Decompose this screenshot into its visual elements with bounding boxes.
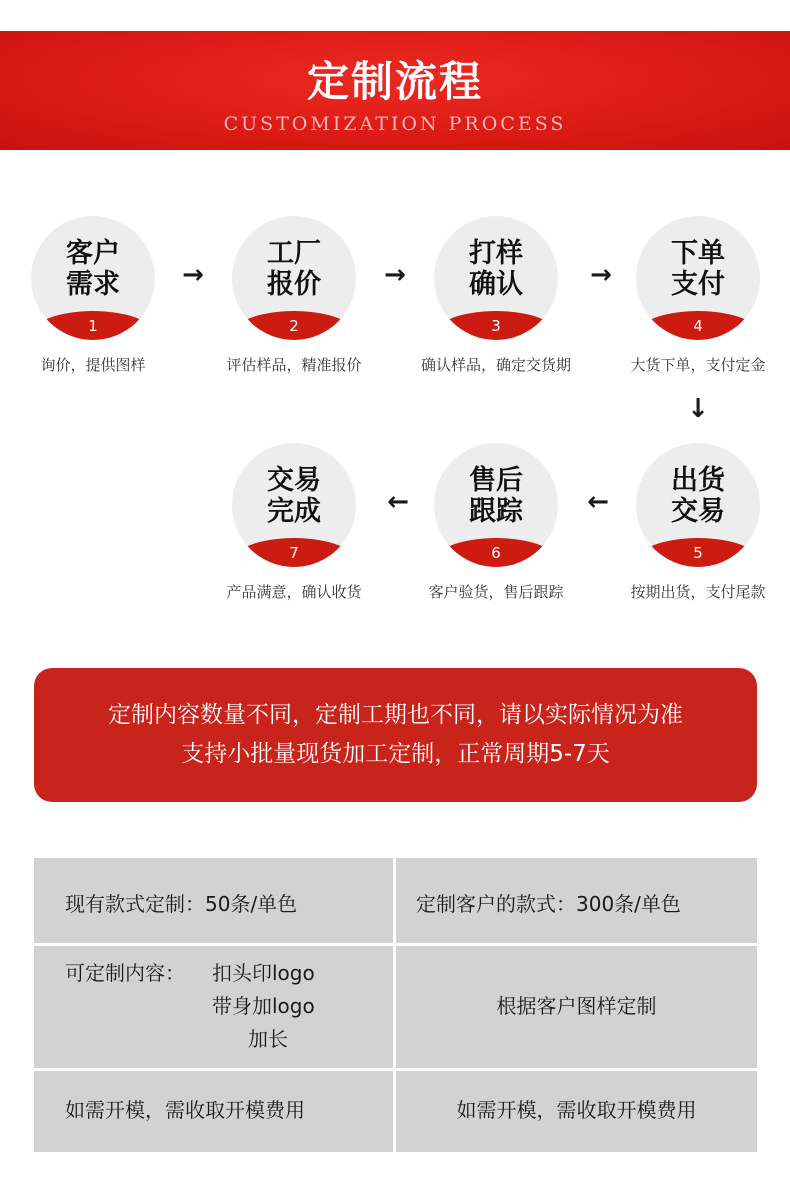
- step-label: 售后 跟踪: [469, 465, 523, 527]
- step-5: [636, 443, 760, 567]
- step-1-desc: 询价，提供图样: [40, 356, 146, 374]
- step-2: [232, 216, 356, 340]
- step-4: [636, 216, 760, 340]
- table-cell: [396, 946, 757, 1068]
- step-number: 2: [289, 317, 299, 335]
- cell-text: 定制客户的款式：300条/单色: [416, 892, 681, 916]
- step-7: [232, 443, 356, 567]
- arrow-left-icon: ←: [587, 487, 609, 517]
- notice-box: [34, 668, 757, 802]
- step-7-desc: 产品满意，确认收货: [226, 583, 362, 601]
- step-3: [434, 216, 558, 340]
- arrow-right-icon: →: [182, 260, 204, 290]
- cell-item: 加长: [248, 1027, 288, 1051]
- step-6-desc: 客户验货，售后跟踪: [428, 583, 564, 601]
- table-cell: [34, 946, 393, 1068]
- arrow-right-icon: →: [384, 260, 406, 290]
- step-label: 工厂 报价: [267, 238, 321, 300]
- table-cell: [34, 858, 393, 943]
- step-label: 交易 完成: [267, 465, 321, 527]
- step-number: 6: [491, 544, 501, 562]
- notice-line-2: 支持小批量现货加工定制，正常周期5-7天: [181, 741, 610, 767]
- step-5-desc: 按期出货，支付尾款: [630, 583, 766, 601]
- arrow-left-icon: ←: [387, 487, 409, 517]
- page-title: 定制流程: [306, 57, 483, 106]
- header-banner: [0, 31, 790, 150]
- step-1: [31, 216, 155, 340]
- step-number: 3: [491, 317, 501, 335]
- cell-text: 根据客户图样定制: [496, 994, 657, 1018]
- step-number: 5: [693, 544, 703, 562]
- arrow-down-icon: ↓: [687, 394, 709, 424]
- step-label: 出货 交易: [671, 465, 725, 527]
- cell-label: 可定制内容：: [65, 961, 185, 985]
- notice-line-1: 定制内容数量不同，定制工期也不同，请以实际情况为准: [108, 702, 683, 728]
- step-number: 1: [88, 317, 98, 335]
- table-cell: [396, 858, 757, 943]
- cell-item: 带身加logo: [212, 994, 315, 1018]
- table-cell: [34, 1071, 393, 1152]
- step-label: 客户 需求: [66, 238, 120, 300]
- page-subtitle: CUSTOMIZATION PROCESS: [223, 113, 567, 135]
- info-table: [34, 858, 757, 1152]
- step-6: [434, 443, 558, 567]
- table-cell: [396, 1071, 757, 1152]
- step-2-desc: 评估样品，精准报价: [226, 356, 362, 374]
- cell-text: 如需开模，需收取开模费用: [456, 1098, 697, 1122]
- cell-item: 扣头印logo: [212, 961, 315, 985]
- step-3-desc: 确认样品，确定交货期: [420, 356, 571, 374]
- cell-text: 现有款式定制：50条/单色: [65, 892, 298, 916]
- step-number: 4: [693, 317, 703, 335]
- arrow-right-icon: →: [590, 260, 612, 290]
- step-number: 7: [289, 544, 299, 562]
- step-label: 打样 确认: [469, 238, 523, 300]
- cell-text: 如需开模，需收取开模费用: [65, 1098, 305, 1122]
- step-4-desc: 大货下单，支付定金: [630, 356, 766, 374]
- step-label: 下单 支付: [671, 238, 725, 300]
